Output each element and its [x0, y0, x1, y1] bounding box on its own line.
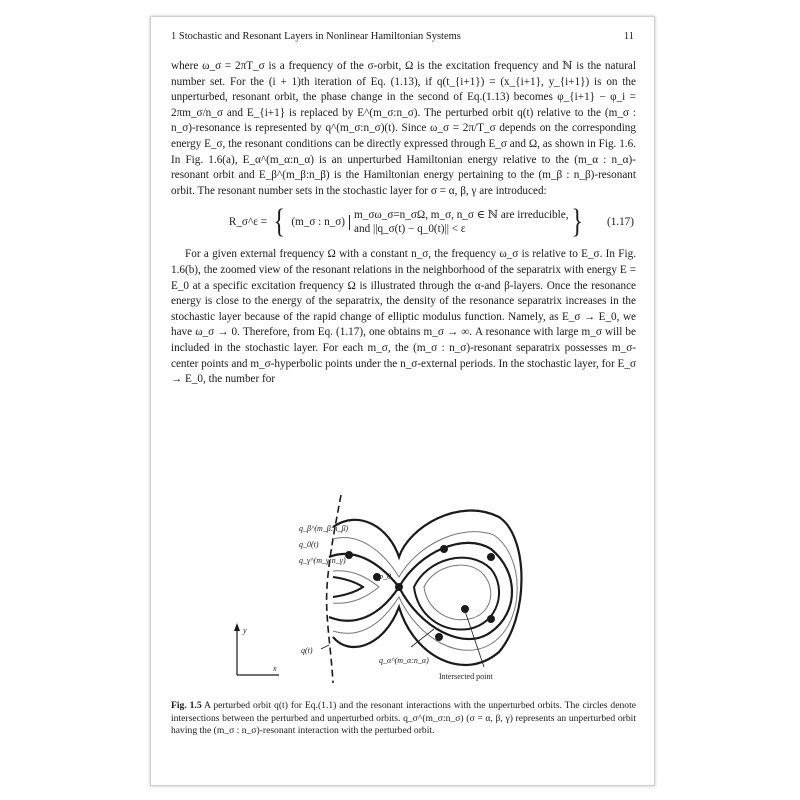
caption-text: A perturbed orbit q(t) for Eq.(1.1) and the resonant interactions with the unperturbed orbits. The circles denote intersections between the perturbed and unperturbed orbits. q_σ^(m_σ:n_σ) (σ = α, β, γ) represents an unperturbed orbit having the (m_σ : n_σ)-resonant interaction with the perturbed orbit.: [171, 700, 636, 737]
set-element: (m_σ : n_σ): [287, 215, 350, 231]
set-conditions: [354, 208, 569, 236]
y-axis-arrow: [234, 623, 240, 631]
equation-1-17: [171, 203, 636, 241]
label-axis-x: x: [273, 664, 277, 673]
label-q-beta: q_β^(m_β:n_β): [299, 524, 349, 533]
figure-caption: [171, 700, 636, 738]
right-brace: }: [570, 203, 583, 241]
intersection-point: [487, 615, 495, 623]
left-brace: {: [273, 203, 285, 241]
condition-1: m_σω_σ=n_σΩ, m_σ, n_σ ∈ ℕ are irreducible,: [354, 209, 569, 222]
inner-orbit-gray-2: [424, 565, 491, 620]
equation-lhs: R_σ^ε =: [228, 215, 267, 228]
condition-2: and ||q_σ(t) − q_0(t)|| < ε: [354, 223, 466, 236]
equation-number: (1.17): [606, 215, 634, 228]
inner-orbit-thick: [414, 558, 499, 630]
label-q-alpha: q_α^(m_α:n_α): [379, 656, 429, 665]
intersection-point: [435, 633, 443, 641]
intersection-point: [440, 545, 448, 553]
label-p-0: p_0: [379, 572, 391, 581]
intersection-point: [345, 551, 353, 559]
page-number: 11: [623, 31, 634, 42]
book-page: [150, 16, 655, 786]
orbit-diagram: [229, 487, 539, 687]
running-head: [171, 31, 634, 42]
chapter-title: 1 Stochastic and Resonant Layers in Nonlinear Hamiltonian Systems: [171, 31, 461, 42]
left-lobe-orbit: [333, 571, 379, 604]
figure-1-5: [229, 487, 539, 687]
caption-label: Fig. 1.5: [171, 700, 202, 711]
label-q-0: q_0(t): [299, 540, 319, 549]
body-text: [171, 59, 636, 388]
paragraph-2: For a given external frequency Ω with a constant n_σ, the frequency ω_σ is relative to E_σ. In Fig. 1.6(b), the zoomed view of the resonant relations in the neighborhood of the separatrix with energy E = E_0 at a specific excitation frequency Ω is illustrated through the α-and β-layers. Once the resonance energy is close to the energy of the separatrix, the density of the resonance separatrix increases in the stochastic layer because of the rapid change of elliptic modulus function. Namely, as E_σ → E_0, we have ω_σ → 0. Therefore, from Eq. (1.17), one obtains m_σ → ∞. A resonance with large m_σ will be included in the stochastic layer. For each m_σ, the (m_σ : n_σ)-resonant separatrix possesses m_σ-center points and m_σ-hyperbolic points under the n_σ-external periods. In the stochastic layer, for E_σ → E_0, the number for: [171, 248, 636, 386]
paragraph-1: where ω_σ = 2πT_σ is a frequency of the σ-orbit, Ω is the excitation frequency and ℕ is the natural number set. For the (i + 1)th iteration of Eq. (1.13), if q(t_{i+1}) = (x_{i+1}, y_{i+1}) is on the unperturbed, resonant orbit, the phase change in the second of Eq.(1.13) becomes φ_{i+1} − φ_i = 2πm_σ/n_σ and E_{i+1} is replaced by E^(m_σ:n_σ). The perturbed orbit q(t) relative to the (m_σ : n_σ)-resonance is represented by q^(m_σ:n_σ)(t). Since ω_σ = 2π/T_σ depends on the corresponding energy E_σ, the resonant conditions can be directly expressed through E_σ and Ω, as shown in Fig. 1.6. In Fig. 1.6(a), E_α^(m_α:n_α) is an unperturbed Hamiltonian energy relative to the (m_α : n_α)-resonant orbit and E_β^(m_β:n_β) is the Hamiltonian energy pertaining to the (m_β : n_β)-resonant orbit. The resonant number sets in the stochastic layer for σ = α, β, γ are introduced:: [171, 60, 636, 197]
label-q-gamma: q_γ^(m_γ:n_γ): [299, 556, 346, 565]
label-axis-y: y: [243, 626, 247, 635]
intersection-point: [395, 583, 403, 591]
label-q-t: q(t): [301, 646, 313, 655]
left-lobe-orbit-thick: [333, 577, 363, 597]
label-intersected-point: Intersected point: [439, 672, 493, 681]
intersection-point: [487, 553, 495, 561]
leader-line-q-t: [321, 645, 329, 649]
